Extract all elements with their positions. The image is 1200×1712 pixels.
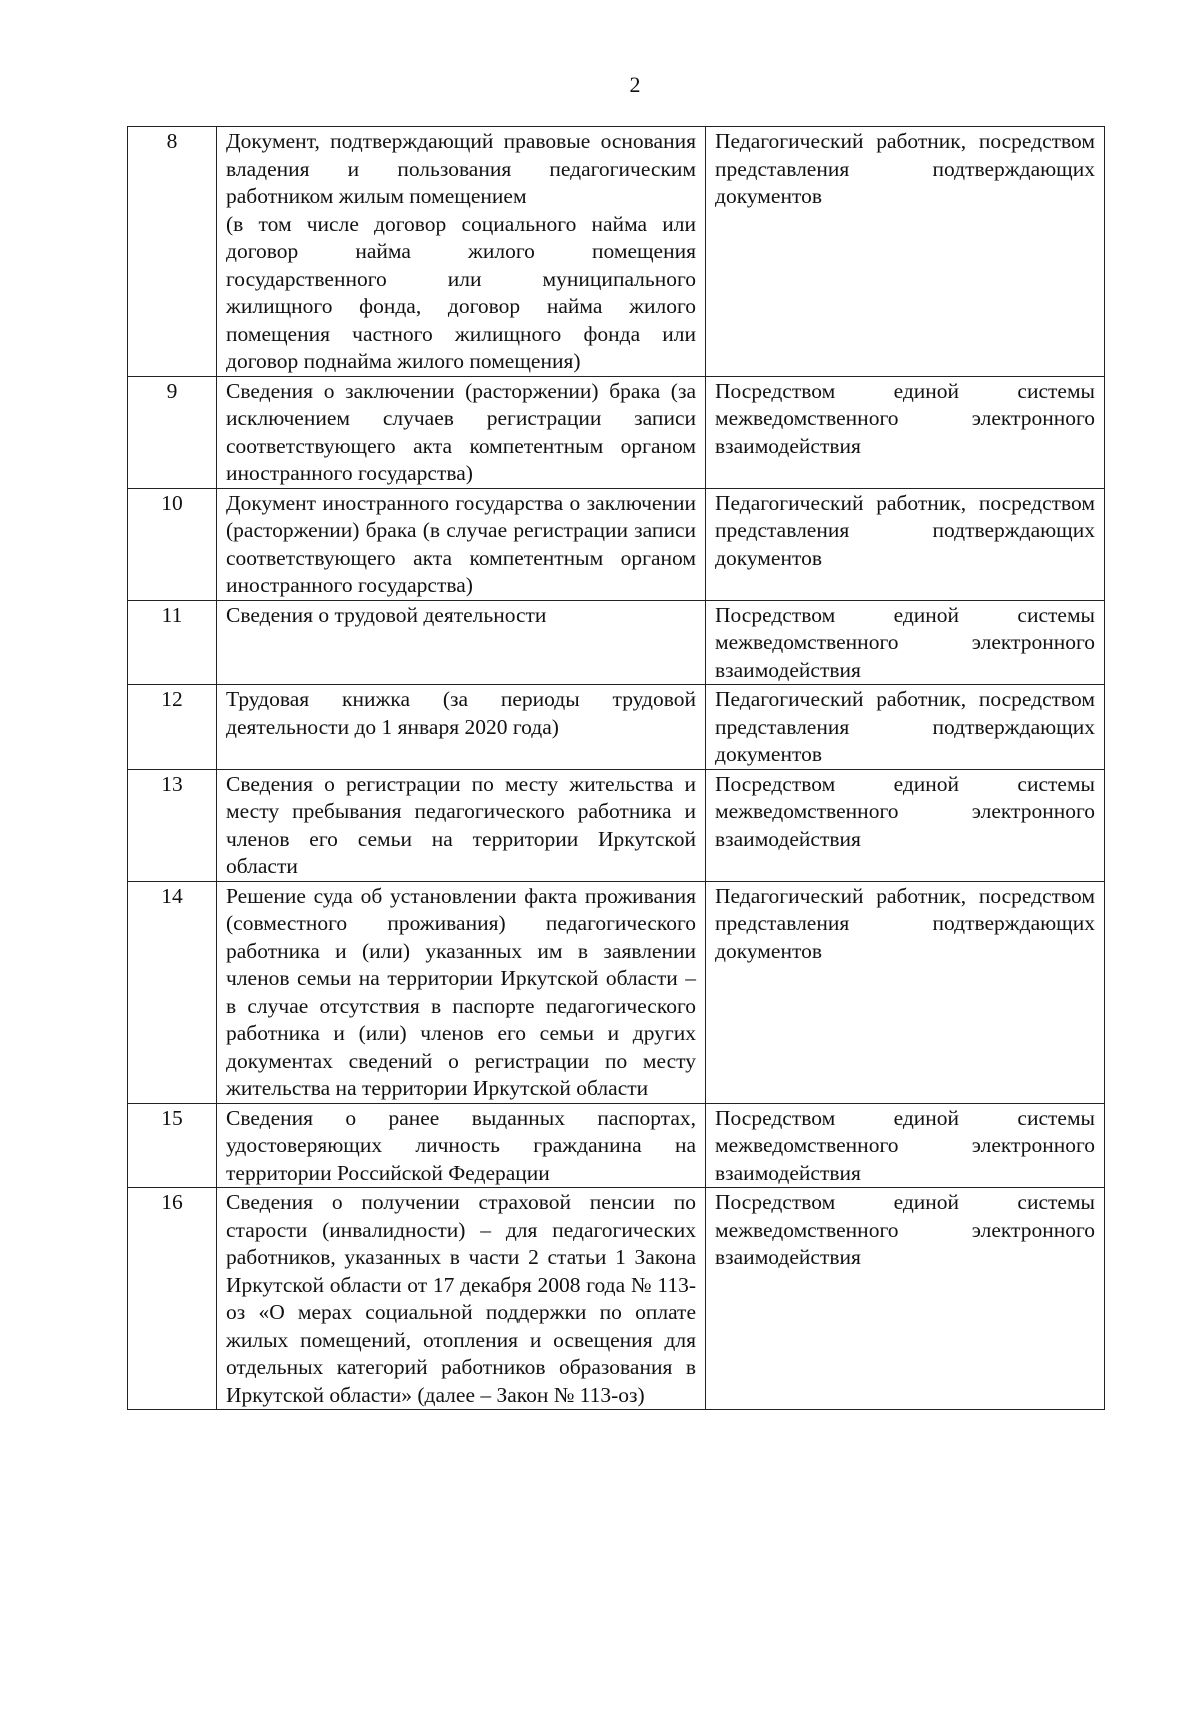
- documents-table: [127, 126, 1105, 1410]
- table-row: [128, 769, 1105, 881]
- page-number: 2: [629, 72, 641, 97]
- source-cell: Посредством единой системы межведомственного электронного взаимодействия: [706, 1188, 1105, 1410]
- source-cell: Педагогический работник, посредством представления подтверждающих документов: [706, 881, 1105, 1103]
- table-row: [128, 376, 1105, 488]
- document-cell: [217, 127, 706, 377]
- document-name: Документ, подтверждающий правовые основания владения и пользования педагогическим работником жилым помещением: [226, 129, 696, 208]
- source-cell: Посредством единой системы межведомственного электронного взаимодействия: [706, 1103, 1105, 1188]
- table-row: [128, 488, 1105, 600]
- table-row: [128, 1103, 1105, 1188]
- row-number: 11: [128, 600, 217, 685]
- table-row: [128, 685, 1105, 770]
- document-cell: Сведения о регистрации по месту жительства и месту пребывания педагогического работника и членов его семьи на территории Иркутской области: [217, 769, 706, 881]
- row-number: 12: [128, 685, 217, 770]
- table-row: [128, 600, 1105, 685]
- source-cell: Посредством единой системы межведомственного электронного взаимодействия: [706, 600, 1105, 685]
- source-cell: Педагогический работник, посредством представления подтверждающих документов: [706, 685, 1105, 770]
- source-cell: Посредством единой системы межведомственного электронного взаимодействия: [706, 376, 1105, 488]
- document-cell: Решение суда об установлении факта проживания (совместного проживания) педагогического работника и (или) указанных им в заявлении членов семьи на территории Иркутской области – в случае отсутствия в паспорте педагогического работника и (или) членов его семьи и других документах сведений о регистрации по месту жительства на территории Иркутской области: [217, 881, 706, 1103]
- row-number: 13: [128, 769, 217, 881]
- document-cell: Сведения о заключении (расторжении) брака (за исключением случаев регистрации записи соответствующего акта компетентным органом иностранного государства): [217, 376, 706, 488]
- document-cell: Сведения о трудовой деятельности: [217, 600, 706, 685]
- source-cell: Педагогический работник, посредством представления подтверждающих документов: [706, 127, 1105, 377]
- table-row: [128, 1188, 1105, 1410]
- source-cell: Педагогический работник, посредством представления подтверждающих документов: [706, 488, 1105, 600]
- document-note: (в том числе договор социального найма или договор найма жилого помещения государственного или муниципального жилищного фонда, договор найма жилого помещения частного жилищного фонда или договор поднайма жилого помещения): [226, 211, 696, 373]
- document-cell: Трудовая книжка (за периоды трудовой деятельности до 1 января 2020 года): [217, 685, 706, 770]
- row-number: 9: [128, 376, 217, 488]
- row-number: 14: [128, 881, 217, 1103]
- row-number: 16: [128, 1188, 217, 1410]
- document-cell: Сведения о получении страховой пенсии по старости (инвалидности) – для педагогических работников, указанных в части 2 статьи 1 Закона Иркутской области от 17 декабря 2008 года № 113-оз «О мерах социальной поддержки по оплате жилых помещений, отопления и освещения для отдельных категорий работников образования в Иркутской области» (далее – Закон № 113-оз): [217, 1188, 706, 1410]
- row-number: 8: [128, 127, 217, 377]
- row-number: 10: [128, 488, 217, 600]
- table-row: [128, 127, 1105, 377]
- table-row: [128, 881, 1105, 1103]
- document-cell: Документ иностранного государства о заключении (расторжении) брака (в случае регистрации записи соответствующего акта компетентным органом иностранного государства): [217, 488, 706, 600]
- row-number: 15: [128, 1103, 217, 1188]
- source-cell: Посредством единой системы межведомственного электронного взаимодействия: [706, 769, 1105, 881]
- document-cell: Сведения о ранее выданных паспортах, удостоверяющих личность гражданина на территории Российской Федерации: [217, 1103, 706, 1188]
